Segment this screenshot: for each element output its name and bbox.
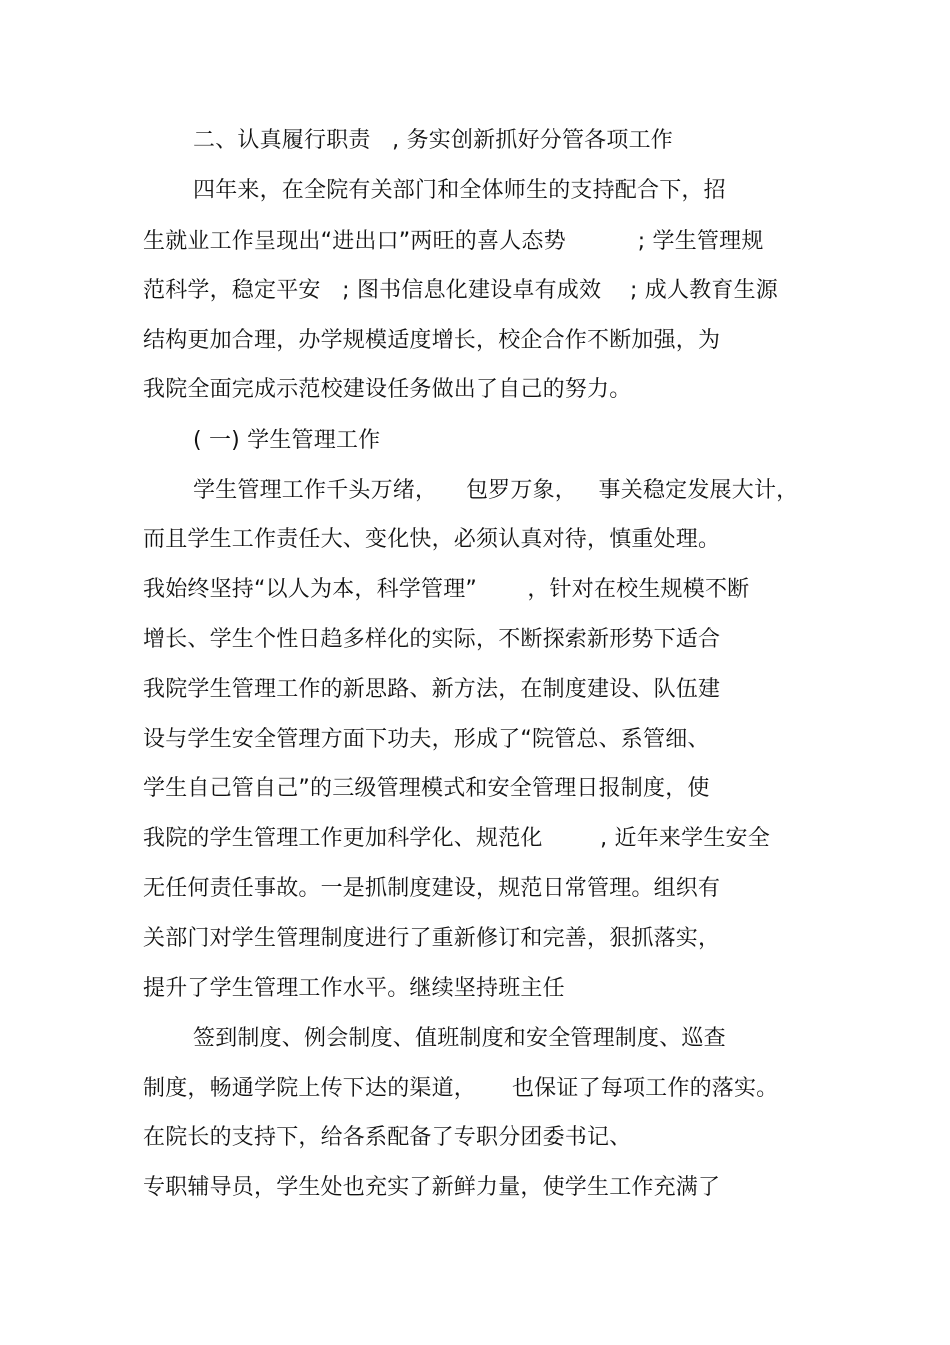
paragraph-line: 在院长的支持下，给各系配备了专职分团委书记、 [143,1125,632,1150]
paragraph-line: 签到制度、例会制度、值班制度和安全管理制度、巡查 [193,1026,726,1051]
paragraph-line: 制度，畅通学院上传下达的渠道， 也保证了每项工作的落实。 [143,1076,779,1101]
paragraph-line: 提升了学生管理工作水平。继续坚持班主任 [143,976,565,1001]
paragraph-line: 设与学生安全管理方面下功夫，形成了“院管总、系管细、 [143,727,710,752]
paragraph-line: 生就业工作呈现出“进出口”两旺的喜人态势 ; 学生管理规 [143,229,764,254]
paragraph-line: 我始终坚持“以人为本，科学管理” ，针对在校生规模不断 [143,577,750,602]
section-heading: 二、认真履行职责 , 务实创新抓好分管各项工作 [193,128,673,153]
paragraph-line: 四年来，在全院有关部门和全体师生的支持配合下，招 [193,178,726,203]
paragraph-line: 学生管理工作千头万绪， 包罗万象， 事关稳定发展大计， [193,478,799,503]
subsection-heading: ( 一) 学生管理工作 [193,428,381,453]
paragraph-line: 增长、学生个性日趋多样化的实际，不断探索新形势下适合 [143,627,721,652]
paragraph-line: 专职辅导员，学生处也充实了新鲜力量，使学生工作充满了 [143,1175,721,1200]
paragraph-line: 范科学，稳定平安 ; 图书信息化建设卓有成效 ; 成人教育生源 [143,278,778,303]
paragraph-line: 我院的学生管理工作更加科学化、规范化 , 近年来学生安全 [143,826,770,851]
paragraph-line: 而且学生工作责任大、变化快，必须认真对待，慎重处理。 [143,527,721,552]
paragraph-line: 我院学生管理工作的新思路、新方法，在制度建设、队伍建 [143,677,721,702]
paragraph-line: 学生自己管自己”的三级管理模式和安全管理日报制度，使 [143,776,710,801]
paragraph-line: 关部门对学生管理制度进行了重新修订和完善，狠抓落实， [143,926,721,951]
paragraph-line: 我院全面完成示范校建设任务做出了自己的努力。 [143,377,632,402]
paragraph-line: 无任何责任事故。一是抓制度建设，规范日常管理。组织有 [143,876,721,901]
paragraph-line: 结构更加合理，办学规模适度增长，校企合作不断加强，为 [143,328,721,353]
